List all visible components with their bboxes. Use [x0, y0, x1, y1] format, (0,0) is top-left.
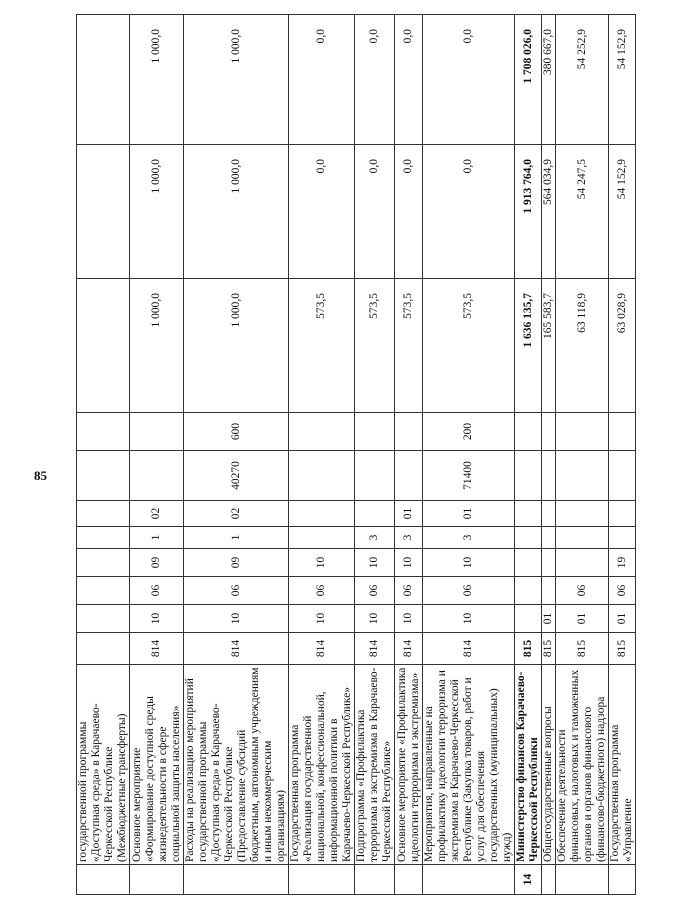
activity-cell: 02 — [184, 501, 289, 527]
direction-cell — [556, 451, 609, 501]
subsection-cell: 06 — [423, 577, 515, 605]
subsection-cell — [542, 577, 556, 605]
program-cell: 10 — [423, 549, 515, 577]
amount-year1: 573,5 — [355, 279, 395, 413]
code-cell: 814 — [289, 633, 355, 665]
row-number — [423, 865, 515, 895]
subprogram-cell: 1 — [130, 527, 184, 549]
amount-year2: 1 000,0 — [130, 145, 184, 279]
section-cell: 01 — [542, 605, 556, 633]
row-number — [556, 865, 609, 895]
expense-type-cell — [515, 413, 542, 451]
subsection-cell — [515, 577, 542, 605]
section-cell — [77, 605, 130, 633]
subprogram-cell — [609, 527, 636, 549]
subsection-cell: 06 — [609, 577, 636, 605]
direction-cell: 71400 — [423, 451, 515, 501]
expense-type-cell — [542, 413, 556, 451]
subsection-cell: 06 — [184, 577, 289, 605]
subprogram-cell — [556, 527, 609, 549]
amount-year1 — [77, 279, 130, 413]
code-cell: 815 — [515, 633, 542, 665]
activity-cell — [556, 501, 609, 527]
amount-year1: 573,5 — [395, 279, 423, 413]
subprogram-cell — [542, 527, 556, 549]
subprogram-cell: 1 — [184, 527, 289, 549]
expense-type-cell — [556, 413, 609, 451]
table-row — [289, 15, 355, 895]
row-name: государственной программы «Доступная среда» в Карачаево-Черкесской Республике (Межбюджетные трансферты) — [77, 665, 130, 865]
subsection-cell — [77, 577, 130, 605]
expense-type-cell: 200 — [423, 413, 515, 451]
table-row — [355, 15, 395, 895]
row-name: Мероприятия, направленные на профилактику идеологии терроризма и экстремизма в Карачаево-Черкесской Республике (Закупка товаров, работ и услуг для обеспечения государственных (муниципальных) нужд) — [423, 665, 515, 865]
activity-cell — [289, 501, 355, 527]
table-row — [423, 15, 515, 895]
code-cell: 815 — [542, 633, 556, 665]
row-name: Основное мероприятие «Формирование доступной среды жизнедеятельности в сфере социальной защиты населения» — [130, 665, 184, 865]
program-cell: 19 — [609, 549, 636, 577]
code-cell: 814 — [355, 633, 395, 665]
section-cell — [515, 605, 542, 633]
row-name: Подпрограмма «Профилактика терроризма и экстремизма в Карачаево-Черкесской Республике» — [355, 665, 395, 865]
amount-year2: 0,0 — [423, 145, 515, 279]
rotated-page — [66, 5, 697, 905]
direction-cell: 40270 — [184, 451, 289, 501]
code-cell: 814 — [130, 633, 184, 665]
amount-year3: 1 708 026,0 — [515, 15, 542, 145]
amount-year1: 165 583,7 — [542, 279, 556, 413]
amount-year1: 1 636 135,7 — [515, 279, 542, 413]
program-cell: 10 — [395, 549, 423, 577]
amount-year3 — [77, 15, 130, 145]
row-name: Общегосударственные вопросы — [542, 665, 556, 865]
subprogram-cell — [289, 527, 355, 549]
section-cell: 10 — [355, 605, 395, 633]
program-cell: 09 — [184, 549, 289, 577]
program-cell — [542, 549, 556, 577]
table-row — [130, 15, 184, 895]
amount-year3: 0,0 — [355, 15, 395, 145]
subsection-cell: 06 — [556, 577, 609, 605]
section-cell: 10 — [130, 605, 184, 633]
direction-cell — [609, 451, 636, 501]
amount-year1: 573,5 — [423, 279, 515, 413]
amount-year1: 63 118,9 — [556, 279, 609, 413]
amount-year2 — [77, 145, 130, 279]
row-name: Государственная программа «Реализация государственной национальной, конфессиональной, информационной политики в Карачаево-Черкесской Республике» — [289, 665, 355, 865]
direction-cell — [77, 451, 130, 501]
direction-cell — [289, 451, 355, 501]
row-number — [289, 865, 355, 895]
subsection-cell: 06 — [355, 577, 395, 605]
amount-year3: 380 667,0 — [542, 15, 556, 145]
activity-cell: 01 — [395, 501, 423, 527]
program-cell — [77, 549, 130, 577]
expense-type-cell — [395, 413, 423, 451]
amount-year3: 0,0 — [423, 15, 515, 145]
activity-cell — [609, 501, 636, 527]
code-cell: 814 — [184, 633, 289, 665]
section-cell: 01 — [556, 605, 609, 633]
amount-year2: 1 000,0 — [184, 145, 289, 279]
row-number — [542, 865, 556, 895]
expense-type-cell — [355, 413, 395, 451]
program-cell — [515, 549, 542, 577]
row-number — [184, 865, 289, 895]
table-row — [395, 15, 423, 895]
program-cell: 10 — [289, 549, 355, 577]
amount-year3: 54 152,9 — [609, 15, 636, 145]
amount-year3: 0,0 — [395, 15, 423, 145]
amount-year2: 0,0 — [355, 145, 395, 279]
activity-cell — [355, 501, 395, 527]
amount-year2: 0,0 — [395, 145, 423, 279]
activity-cell — [542, 501, 556, 527]
activity-cell — [77, 501, 130, 527]
section-cell: 10 — [395, 605, 423, 633]
activity-cell: 02 — [130, 501, 184, 527]
amount-year2: 54 247,5 — [556, 145, 609, 279]
program-cell — [556, 549, 609, 577]
direction-cell — [542, 451, 556, 501]
table-row — [77, 15, 130, 895]
subprogram-cell: 3 — [423, 527, 515, 549]
subprogram-cell — [515, 527, 542, 549]
direction-cell — [355, 451, 395, 501]
row-number — [77, 865, 130, 895]
amount-year1: 63 028,9 — [609, 279, 636, 413]
table-row — [184, 15, 289, 895]
amount-year2: 1 913 764,0 — [515, 145, 542, 279]
activity-cell — [515, 501, 542, 527]
amount-year3: 0,0 — [289, 15, 355, 145]
row-number — [609, 865, 636, 895]
row-name: Министерство финансов Карачаево-Черкесской Республики — [515, 665, 542, 865]
code-cell: 814 — [423, 633, 515, 665]
subsection-cell: 06 — [130, 577, 184, 605]
expense-type-cell — [289, 413, 355, 451]
row-number — [130, 865, 184, 895]
expense-type-cell — [130, 413, 184, 451]
row-name: Основное мероприятие «Профилактика идеологии терроризма и экстремизма» — [395, 665, 423, 865]
row-number: 14 — [515, 865, 542, 895]
expense-type-cell — [609, 413, 636, 451]
code-cell — [77, 633, 130, 665]
row-name: Государственная программа «Управление — [609, 665, 636, 865]
table-row — [556, 15, 609, 895]
direction-cell — [130, 451, 184, 501]
subprogram-cell — [77, 527, 130, 549]
program-cell: 10 — [355, 549, 395, 577]
section-cell: 10 — [289, 605, 355, 633]
table-row — [542, 15, 556, 895]
amount-year3: 54 252,9 — [556, 15, 609, 145]
expense-type-cell: 600 — [184, 413, 289, 451]
row-name: Обеспечение деятельности финансовых, налоговых и таможенных органов и органов финансового (финансово-бюджетного) надзора — [556, 665, 609, 865]
direction-cell — [395, 451, 423, 501]
amount-year2: 0,0 — [289, 145, 355, 279]
code-cell: 814 — [395, 633, 423, 665]
table-row — [515, 15, 542, 895]
table-row — [609, 15, 636, 895]
subprogram-cell: 3 — [395, 527, 423, 549]
section-cell: 10 — [184, 605, 289, 633]
subsection-cell: 06 — [395, 577, 423, 605]
amount-year2: 564 034,9 — [542, 145, 556, 279]
amount-year1: 1 000,0 — [184, 279, 289, 413]
row-number — [355, 865, 395, 895]
subprogram-cell: 3 — [355, 527, 395, 549]
program-cell: 09 — [130, 549, 184, 577]
amount-year1: 1 000,0 — [130, 279, 184, 413]
section-cell: 01 — [609, 605, 636, 633]
code-cell: 815 — [609, 633, 636, 665]
page-number: 85 — [34, 468, 47, 483]
activity-cell: 01 — [423, 501, 515, 527]
direction-cell — [515, 451, 542, 501]
section-cell: 10 — [423, 605, 515, 633]
amount-year2: 54 152,9 — [609, 145, 636, 279]
subsection-cell: 06 — [289, 577, 355, 605]
row-number — [395, 865, 423, 895]
amount-year1: 573,5 — [289, 279, 355, 413]
amount-year3: 1 000,0 — [130, 15, 184, 145]
row-name: Расходы на реализацию мероприятий государственной программы «Доступная среда» в Карачаево-Черкесской Республике (Предоставление субсидий бюджетным, автономным учреждениям и иным некоммерческим организациям) — [184, 665, 289, 865]
amount-year3: 1 000,0 — [184, 15, 289, 145]
code-cell: 815 — [556, 633, 609, 665]
budget-table — [76, 14, 636, 895]
expense-type-cell — [77, 413, 130, 451]
